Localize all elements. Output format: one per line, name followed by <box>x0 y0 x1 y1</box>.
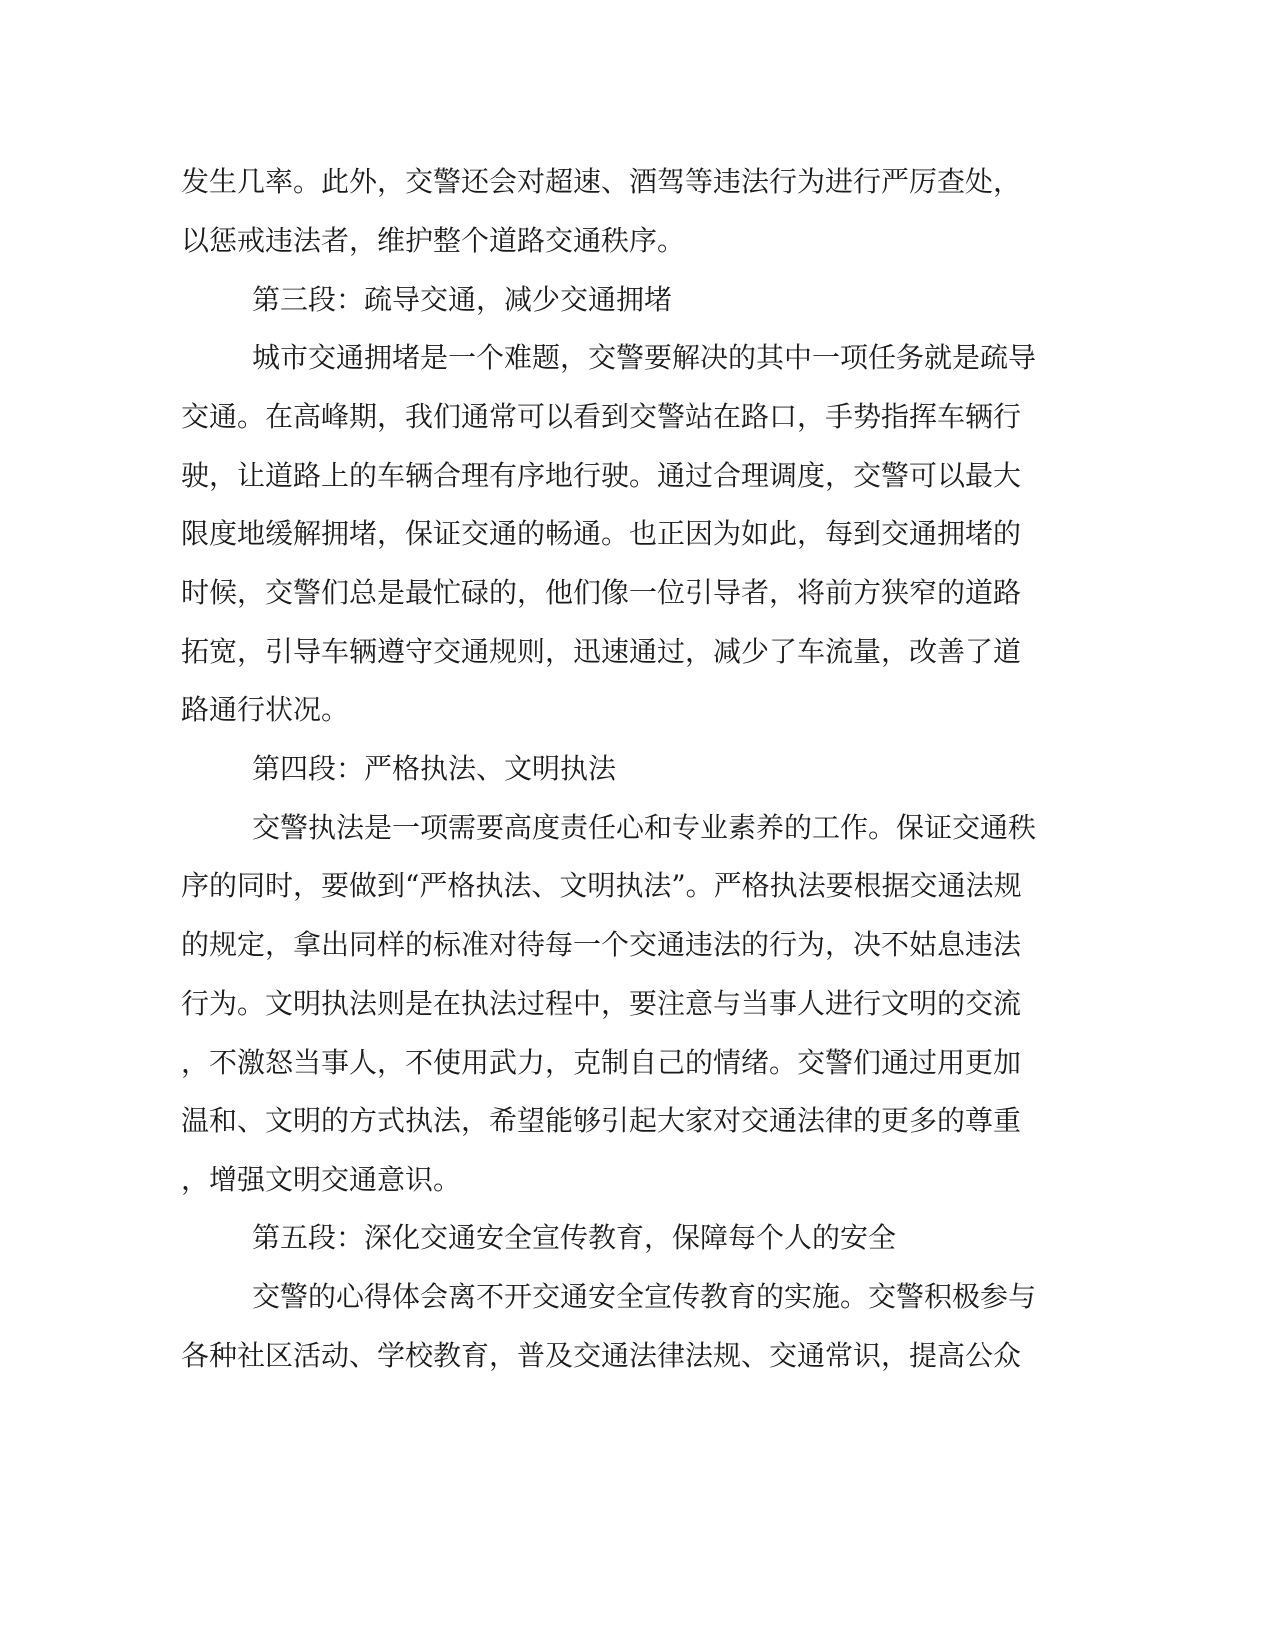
text-line: 温和、文明的方式执法，希望能够引起大家对交通法律的更多的尊重 <box>181 1104 1022 1137</box>
text-line: 城市交通拥堵是一个难题，交警要解决的其中一项任务就是疏导 <box>252 341 1037 374</box>
text-line: 限度地缓解拥堵，保证交通的畅通。也正因为如此，每到交通拥堵的 <box>181 517 1022 550</box>
text-line: 路通行状况。 <box>181 693 350 726</box>
text-line: 行为。文明执法则是在执法过程中，要注意与当事人进行文明的交流 <box>181 987 1022 1020</box>
section-heading-5: 第五段：深化交通安全宣传教育，保障每个人的安全 <box>252 1221 897 1254</box>
text-line: 交警执法是一项需要高度责任心和专业素养的工作。保证交通秩 <box>252 811 1037 844</box>
text-line: ，不激怒当事人，不使用武力，克制自己的情绪。交警们通过用更加 <box>181 1046 1022 1079</box>
text-line: 交通。在高峰期，我们通常可以看到交警站在路口，手势指挥车辆行 <box>181 400 1022 433</box>
text-line: 的规定，拿出同样的标准对待每一个交通违法的行为，决不姑息违法 <box>181 928 1022 961</box>
section-heading-4: 第四段：严格执法、文明执法 <box>252 752 617 785</box>
text-line: 序的同时，要做到“严格执法、文明执法”。严格执法要根据交通法规 <box>181 869 1022 902</box>
section-heading-3: 第三段：疏导交通，减少交通拥堵 <box>252 283 673 316</box>
text-line: 交警的心得体会离不开交通安全宣传教育的实施。交警积极参与 <box>252 1280 1037 1313</box>
text-line: 发生几率。此外，交警还会对超速、酒驾等违法行为进行严厉查处， <box>181 165 1022 198</box>
text-line: 各种社区活动、学校教育，普及交通法律法规、交通常识，提高公众 <box>181 1339 1022 1372</box>
text-line: 以惩戒违法者，维护整个道路交通秩序。 <box>181 224 686 257</box>
text-line: 时候，交警们总是最忙碌的，他们像一位引导者，将前方狭窄的道路 <box>181 576 1022 609</box>
text-line: 拓宽，引导车辆遵守交通规则，迅速通过，减少了车流量，改善了道 <box>181 635 1022 668</box>
text-line: 驶，让道路上的车辆合理有序地行驶。通过合理调度，交警可以最大 <box>181 459 1022 492</box>
text-line: ，增强文明交通意识。 <box>181 1163 462 1196</box>
